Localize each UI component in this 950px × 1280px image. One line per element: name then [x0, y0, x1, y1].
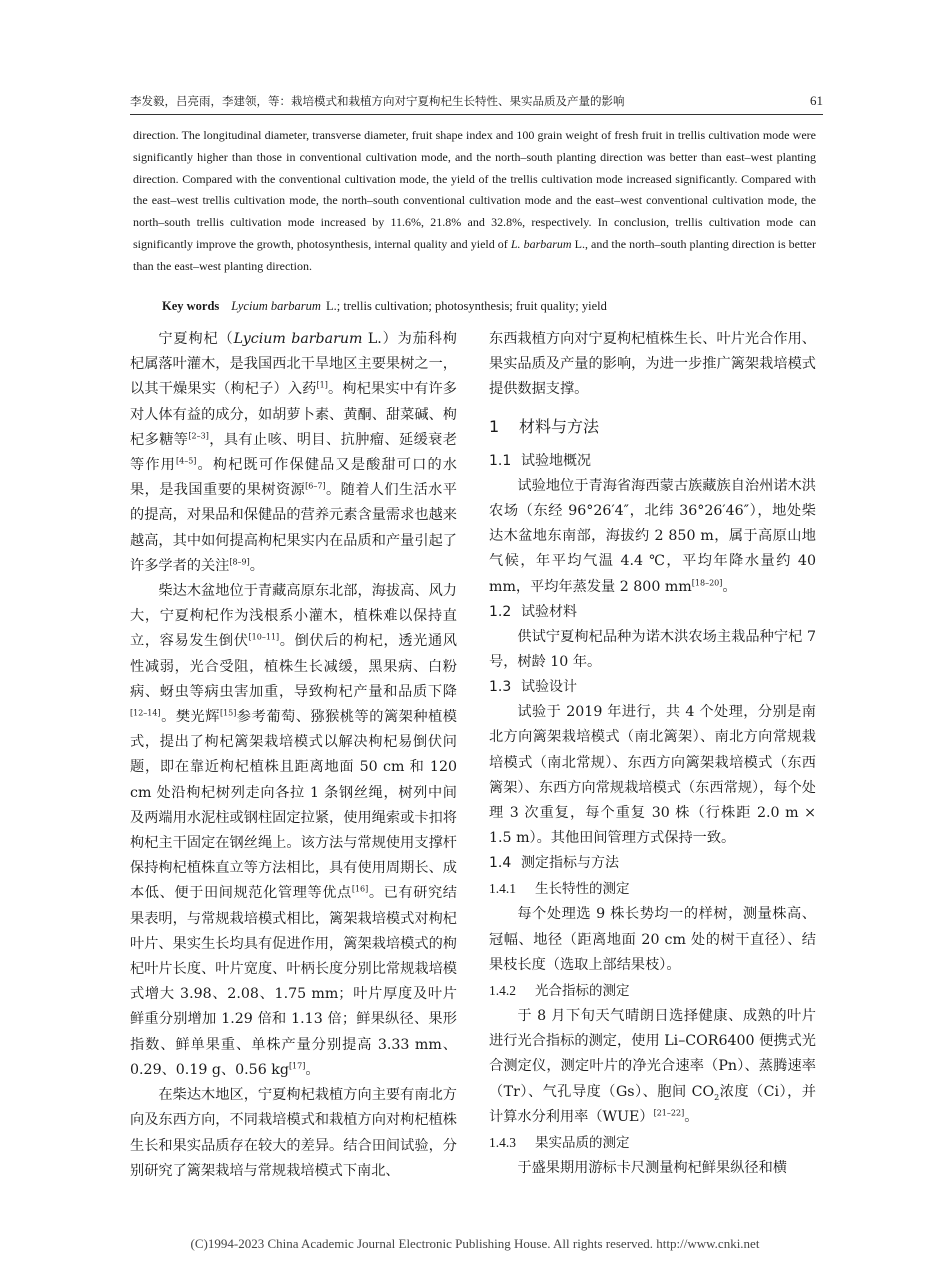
section-heading-1-2: 1.2 试验材料 [489, 603, 577, 620]
keywords-species: Lycium barbarum [231, 299, 321, 313]
keywords-label: Key words [162, 299, 220, 313]
citation: [10–11] [248, 632, 280, 642]
citation: [4–5] [175, 456, 197, 466]
section-heading-1-4-3: 1.4.3 果实品质的测定 [489, 1135, 630, 1152]
keywords-list: L.; trellis cultivation; photosynthesis; fruit quality; yield [322, 299, 607, 313]
design-paragraph: 试验于 2019 年进行，共 4 个处理，分别是南北方向篱架栽培模式（南北篱架）、南北方向常规栽培模式（南北常规）、东西方向篱架栽培模式（东西篱架）、东西方向常规栽培模式（东西常规），每个处理 3 次重复，每个重复 30 株（行株距 2.0 m × 1.5 m）。其他田间管理方式保持一致。 [489, 704, 816, 847]
citation: [16] [351, 884, 369, 894]
fruit-quality-paragraph: 于盛果期用游标卡尺测量枸杞鲜果纵径和横 [517, 1160, 787, 1177]
abstract-text: direction. The longitudinal diameter, transverse diameter, fruit shape index and 100 grain weight of fresh fruit in trellis cultivation mode were significantly higher than those in conventional cultivation mode, and the north–south planting direction was better than east–west planting direction. Compared with the conventional cultivation mode, the yield of the trellis cultivation mode increased significantly. Compared with the east–west trellis cultivation mode, the north–south conventional cultivation mode and the east–west conventional cultivation mode, the north–south trellis cultivation mode increased by 11.6%, 21.8% and 32.8%, respectively. In conclusion, trellis cultivation mode can significantly improve the growth, photosynthesis, internal quality and yield of [133, 128, 816, 251]
citation: [6–7] [305, 481, 326, 491]
abstract-species: L. barbarum [510, 236, 572, 251]
right-column [489, 327, 816, 1181]
citation: [12–14] [130, 708, 161, 718]
citation: [18–20] [691, 577, 723, 587]
citation: [21–22] [653, 1108, 685, 1118]
abstract-end: L., and the north–south planting direction is better than the east–west planting direction. [133, 236, 816, 273]
material-paragraph: 供试宁夏枸杞品种为诺木洪农场主栽品种宁杞 7 号，树龄 10 年。 [489, 628, 816, 671]
section-heading-1-3: 1.3 试验设计 [489, 679, 577, 696]
citation: [17] [288, 1061, 306, 1071]
citation: [1] [316, 380, 328, 390]
running-title: 李发毅，吕亮雨，李建领，等：栽培模式和栽植方向对宁夏枸杞生长特性、果实品质及产量的影响 [130, 94, 625, 108]
species-name: Lycium barbarum [233, 331, 363, 347]
intro-paragraph-3: 在柴达木地区，宁夏枸杞栽植方向主要有南北方向及东西方向，不同栽培模式和栽植方向对枸杞植株生长和果实品质存在较大的差异。结合田间试验，分别研究了篱架栽培与常规栽培模式下南北、 [130, 1087, 457, 1179]
intro-paragraph-3-continued: 东西栽植方向对宁夏枸杞植株生长、叶片光合作用、果实品质及产量的影响，为进一步推广篱架栽培模式提供数据支撑。 [489, 331, 816, 398]
section-heading-1-4-2: 1.4.2 光合指标的测定 [489, 983, 630, 1000]
intro-paragraph-1: 宁夏枸杞（Lycium barbarum L.）为茄科枸杞属落叶灌木，是我国西北干旱地区主要果树之一，以其干燥果实（枸杞子）入药[1]。枸杞果实中有许多对人体有益的成分，如胡萝卜素、黄酮、甜菜碱、枸杞多糖等[2–3]，具有止咳、明目、抗肿瘤、延缓衰老等作用[4–5]。枸杞既可作保健品又是酸甜可口的水果，是我国重要的果树资源[6–7]。随着人们生活水平的提高，对果品和保健品的营养元素含量需求也越来越高，其中如何提高枸杞果实内在品质和产量引起了许多学者的关注[8–9]。 [130, 331, 457, 574]
photosynthesis-paragraph: 于 8 月下旬天气晴朗日选择健康、成熟的叶片进行光合指标的测定，使用 Li–COR6400 便携式光合测定仪，测定叶片的净光合速率（Pn）、蒸腾速率（Tr）、气孔导度（Gs）、胞间 $CO_2$浓度（Ci），并计算水分利用率（WUE）[21–22]。 [489, 1008, 816, 1125]
citation: [2–3] [188, 431, 209, 441]
intro-paragraph-2: 柴达木盆地位于青藏高原东北部，海拔高、风力大，宁夏枸杞作为浅根系小灌木，植株难以保持直立，容易发生倒伏[10–11]。倒伏后的枸杞，透光通风性减弱，光合受阻，植株生长减缓，黑果病、白粉病、蚜虫等病虫害加重，导致枸杞产量和品质下降[12–14]。樊光辉[15]参考葡萄、猕猴桃等的篱架种植模式，提出了枸杞篱架栽培模式以解决枸杞易倒伏问题，即在靠近枸杞植株且距离地面 50 cm 和 120 cm 处沿枸杞树列走向各拉 1 条钢丝绳，树列中间及两端用水泥柱或钢柱固定拉紧，使用绳索或卡扣将枸杞主干固定在钢丝绳上。该方法与常规使用支撑杆保持枸杞植株直立等方法相比，具有使用周期长、成本低、便于田间规范化管理等优点[16]。已有研究结果表明，与常规栽培模式相比，篱架栽培模式对枸杞叶片、果实生长均具有促进作用，篱架栽培模式的枸杞叶片长度、叶片宽度、叶柄长度分别比常规栽培模式增大 3.98、2.08、1.75 mm；叶片厚度及叶片鲜重分别增加 1.29 倍和 1.13 倍；鲜果纵径、果形指数、鲜单果重、单株产量分别提高 3.33 mm、0.29、0.19 g、0.56 kg[17]。 [130, 583, 457, 1078]
copyright-footer: (C)1994-2023 China Academic Journal Electronic Publishing House. All rights reserved. http://www.cnki.net [190, 1236, 760, 1251]
section-heading-1-4-1: 1.4.1 生长特性的测定 [489, 881, 630, 898]
site-paragraph: 试验地位于青海省海西蒙古族藏族自治州诺木洪农场（东经 96°26′4″，北纬 36°26′46″），地处柴达木盆地东南部，海拔约 2 850 m，属于高原山地气候，年平均气温 4.4 ℃，平均年降水量约 40 mm，平均年蒸发量 2 800 mm[18–20]。 [489, 477, 816, 595]
section-heading-1-4: 1.4 测定指标与方法 [489, 855, 619, 872]
section-heading-1: 1 材料与方法 [489, 416, 600, 436]
abstract-continuation [133, 125, 816, 278]
growth-paragraph: 每个处理选 9 株长势均一的样树，测量株高、冠幅、地径（距离地面 20 cm 处的树干直径）、结果枝长度（选取上部结果枝）。 [489, 906, 816, 973]
keywords-line [162, 299, 607, 314]
page-number: 61 [810, 93, 823, 108]
running-header [130, 92, 823, 115]
section-heading-1-1: 1.1 试验地概况 [489, 452, 591, 469]
citation: [15] [219, 708, 237, 718]
left-column [130, 327, 457, 1184]
citation: [8–9] [229, 557, 250, 567]
